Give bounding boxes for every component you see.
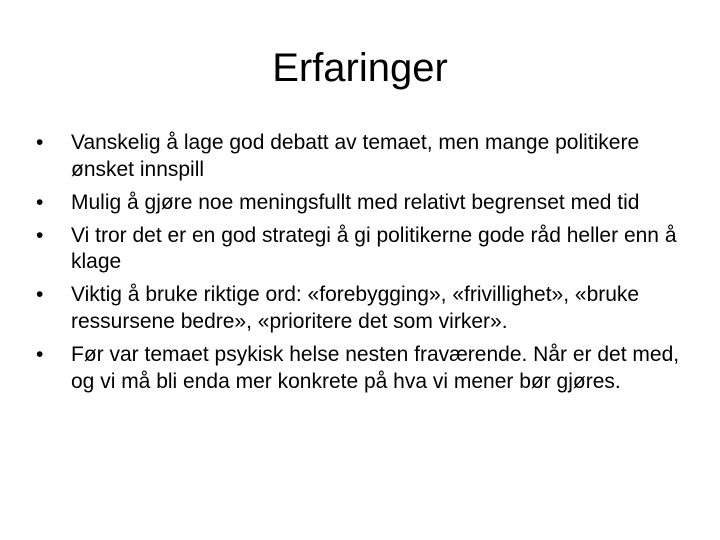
slide-title: Erfaringer: [272, 46, 448, 90]
list-item: [36, 130, 686, 183]
bullet-text: Vanskelig å lage god debatt av temaet, men mange politikere ønsket innspill: [71, 131, 640, 181]
bullet-text: Viktig å bruke riktige ord: «forebygging», «frivillighet», «bruke ressursene bedre», «prioritere det som virker».: [71, 283, 640, 334]
bullet-list: [36, 130, 686, 402]
list-item: [36, 282, 686, 335]
bullet-text: Mulig å gjøre noe meningsfullt med relativt begrenset med tid: [71, 190, 640, 214]
list-item: [36, 342, 686, 395]
bullet-icon: •: [36, 131, 44, 154]
bullet-icon: •: [36, 223, 44, 247]
bullet-text: Vi tror det er en god strategi å gi politikerne gode råd heller enn å klage: [71, 223, 677, 274]
bullet-icon: •: [36, 190, 44, 214]
list-item: [36, 223, 686, 276]
list-item: [36, 190, 686, 217]
bullet-text: Før var temaet psykisk helse nesten fraværende. Når er det med, og vi må bli enda mer konkrete på hva vi mener bør gjøres.: [71, 343, 680, 393]
bullet-icon: •: [36, 343, 44, 367]
bullet-icon: •: [36, 283, 44, 307]
